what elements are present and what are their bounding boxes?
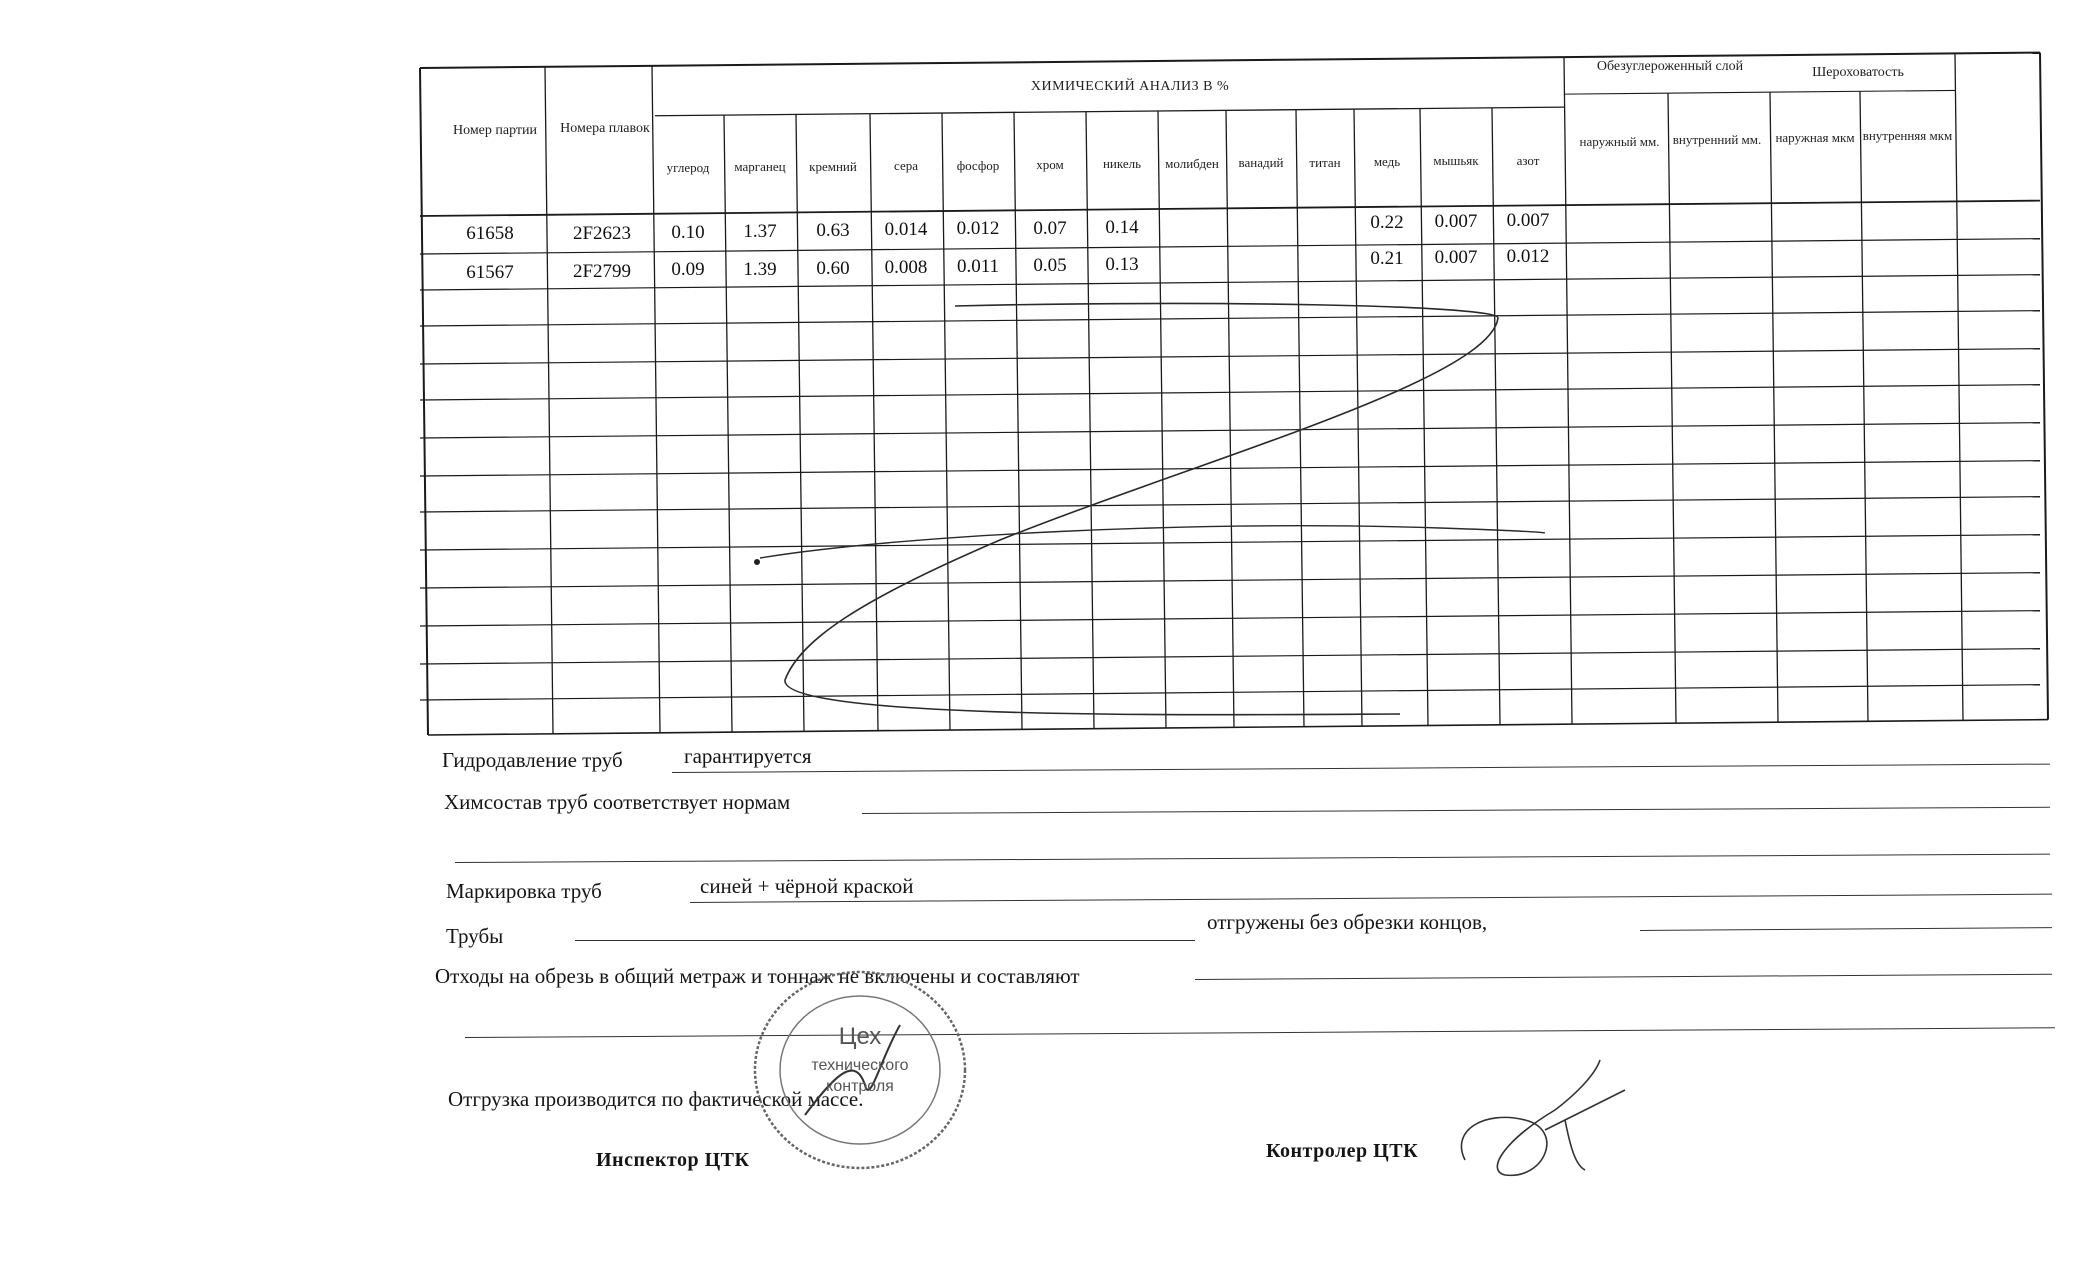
marking-label: Маркировка труб: [446, 879, 602, 903]
stamp-line-1: Цех: [838, 1023, 882, 1050]
cell-manganese: 1.37: [743, 221, 777, 242]
cell-phosphorus: 0.012: [956, 218, 1000, 239]
shipment-label: Отгрузка производится по фактической массе.: [448, 1087, 864, 1111]
round-stamp: [745, 965, 975, 1175]
inspector-label: Инспектор ЦТК: [596, 1149, 750, 1171]
marking-value: синей + чёрной краской: [700, 874, 914, 898]
cell-nickel: 0.14: [1105, 217, 1139, 238]
cell-plavka: 2F2623: [572, 223, 632, 244]
pipes-suffix: отгружены без обрезки концов,: [1207, 910, 1488, 934]
header-decarb-outer: наружный мм.: [1579, 134, 1660, 149]
header-chem-col: титан: [1309, 154, 1341, 170]
header-chem-col: фосфор: [956, 157, 1000, 173]
cell-partia: 61567: [466, 262, 514, 283]
stamp-line-2: технического: [811, 1057, 909, 1074]
cell-nitrogen: 0.007: [1506, 210, 1550, 231]
controller-signature: [1445, 1050, 1665, 1190]
cell-silicon: 0.60: [816, 258, 850, 279]
cell-chromium: 0.07: [1033, 218, 1067, 239]
cell-phosphorus: 0.011: [956, 256, 1000, 277]
header-decarb: Обезуглероженный слой: [1596, 59, 1744, 74]
cell-carbon: 0.09: [671, 259, 705, 280]
cell-chromium: 0.05: [1033, 255, 1067, 276]
cell-carbon: 0.10: [671, 222, 705, 243]
header-chem-col: кремний: [809, 158, 857, 174]
header-chem-col: азот: [1516, 152, 1540, 168]
header-chem-col: хром: [1036, 157, 1064, 172]
chem-compliance-label: Химсостав труб соответствует нормам: [444, 790, 791, 814]
cell-plavka: 2F2799: [572, 261, 632, 282]
cell-silicon: 0.63: [816, 220, 850, 241]
cell-copper: 0.21: [1370, 248, 1404, 269]
header-rough-outer: наружная мкм: [1775, 130, 1855, 145]
hydro-label: Гидродавление труб: [442, 748, 623, 772]
header-chem-col: медь: [1373, 154, 1401, 169]
cell-sulfur: 0.008: [884, 257, 928, 278]
header-chem-col: углерод: [666, 160, 710, 175]
header-plavka: Номера плавок: [560, 121, 650, 136]
header-chem-col: марганец: [734, 159, 786, 175]
cell-arsenic: 0.007: [1434, 211, 1478, 232]
hydro-value: гарантируется: [684, 744, 812, 768]
header-decarb-inner: внутренний мм.: [1672, 132, 1762, 147]
cell-nickel: 0.13: [1105, 254, 1139, 275]
controller-label: Контролер ЦТК: [1266, 1140, 1419, 1162]
stamp-line-3: контроля: [826, 1078, 894, 1095]
header-rough-inner: внутренняя мкм: [1862, 128, 1953, 143]
pipes-label: Трубы: [446, 924, 504, 948]
waste-label: Отходы на обрезь в общий метраж и тоннаж не включены и составляют: [435, 964, 1080, 988]
cell-nitrogen: 0.012: [1506, 246, 1550, 267]
header-chem-col: ванадий: [1238, 155, 1284, 171]
header-chem-analysis: ХИМИЧЕСКИЙ АНАЛИЗ В %: [1030, 79, 1230, 94]
header-chem-col: никель: [1102, 156, 1142, 172]
cell-manganese: 1.39: [743, 259, 777, 280]
header-partia: Номер партии: [452, 123, 538, 138]
cell-copper: 0.22: [1370, 212, 1404, 233]
header-chem-col: молибден: [1165, 155, 1219, 171]
header-chem-col: сера: [894, 158, 918, 174]
pipes-line: [575, 940, 1195, 941]
cell-partia: 61658: [466, 223, 514, 244]
header-chem-col: мышьяк: [1433, 153, 1479, 169]
header-roughness: Шероховатость: [1812, 65, 1904, 80]
cell-arsenic: 0.007: [1434, 247, 1478, 268]
cell-sulfur: 0.014: [884, 219, 928, 240]
